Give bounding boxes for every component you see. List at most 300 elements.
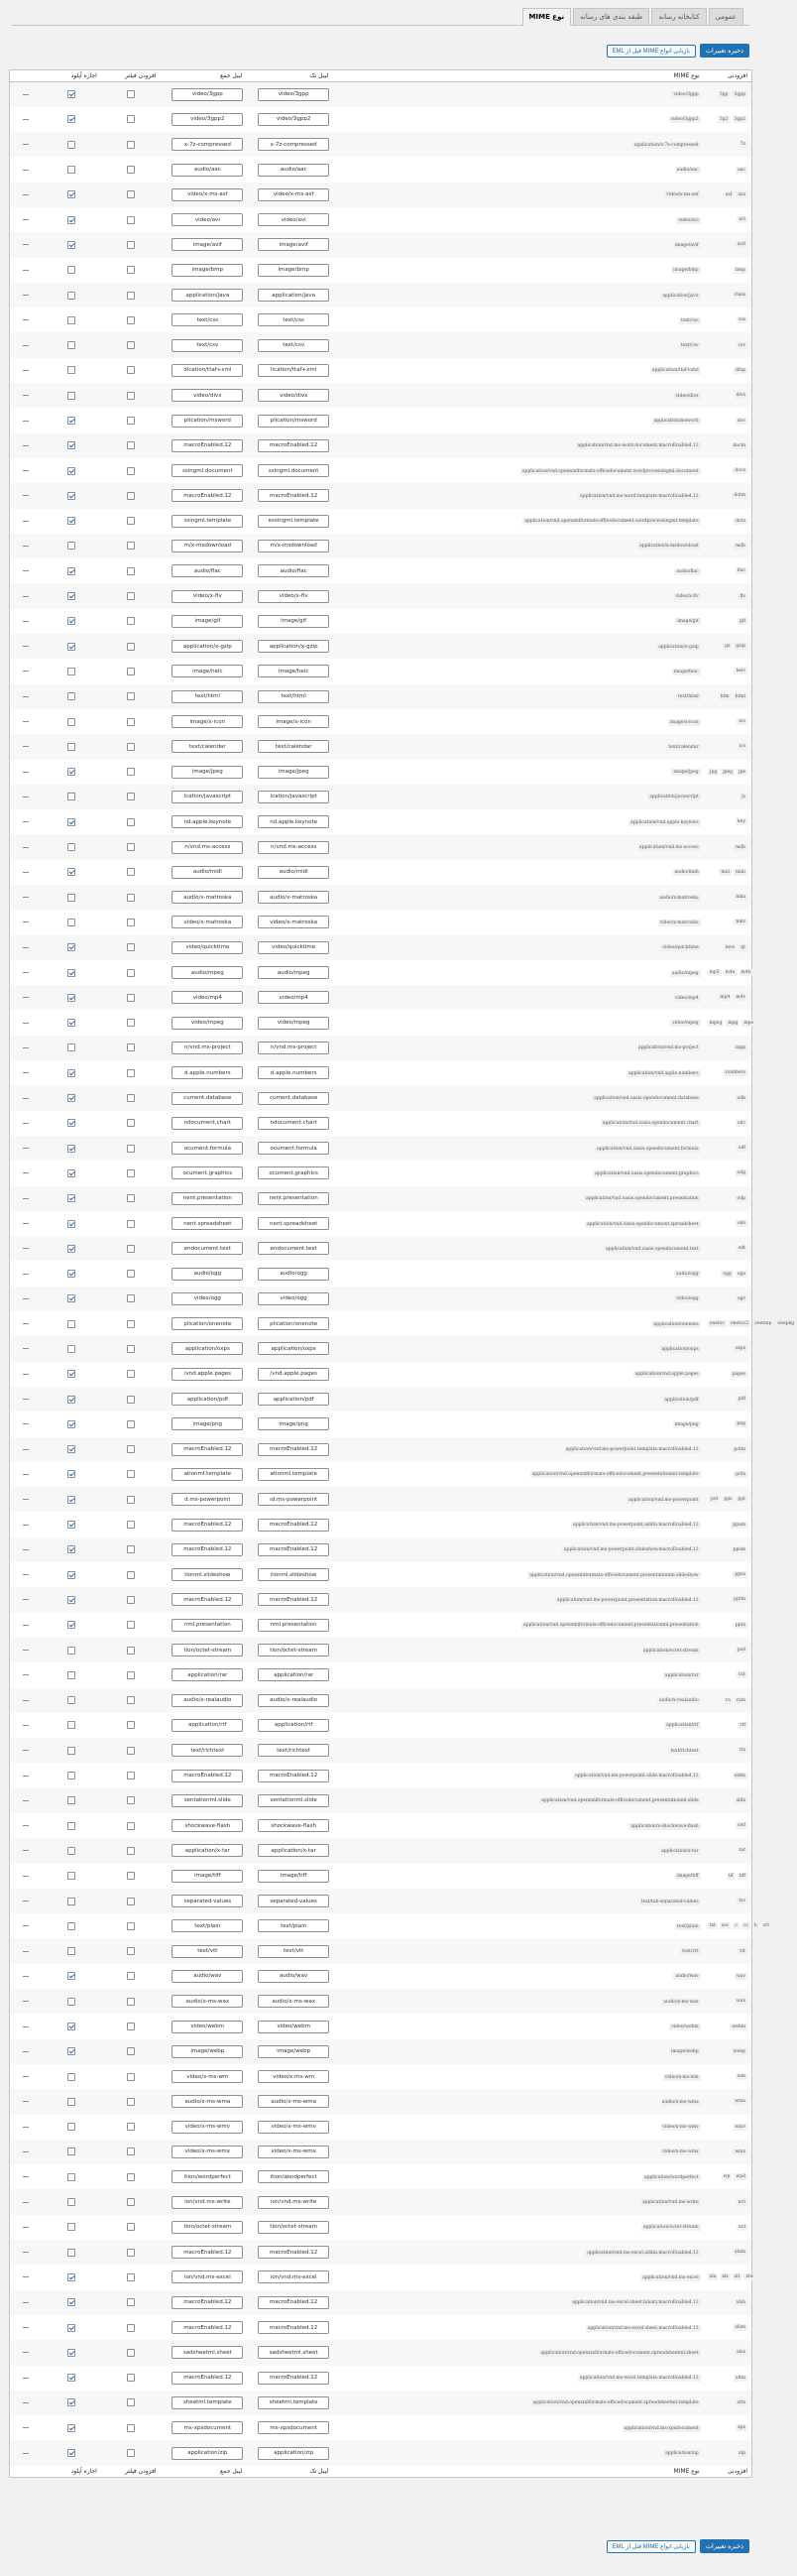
add-filter-checkbox[interactable]	[127, 1345, 135, 1353]
singular-label-input[interactable]	[258, 1192, 329, 1205]
remove-row-icon[interactable]	[23, 1148, 29, 1149]
allow-upload-checkbox[interactable]	[67, 1470, 75, 1478]
plural-label-input[interactable]	[171, 2296, 243, 2309]
singular-label-input[interactable]	[258, 1519, 329, 1532]
allow-upload-checkbox[interactable]	[67, 2374, 75, 2382]
remove-row-icon[interactable]	[23, 2453, 29, 2454]
singular-label-input[interactable]	[258, 1092, 329, 1105]
allow-upload-checkbox[interactable]	[67, 643, 75, 651]
allow-upload-checkbox[interactable]	[67, 1772, 75, 1779]
remove-row-icon[interactable]	[23, 1825, 29, 1826]
remove-row-icon[interactable]	[23, 1850, 29, 1851]
singular-label-input[interactable]	[258, 665, 329, 677]
remove-row-icon[interactable]	[23, 671, 29, 672]
plural-label-input[interactable]	[171, 1945, 243, 1958]
remove-row-icon[interactable]	[23, 997, 29, 998]
add-filter-checkbox[interactable]	[127, 1245, 135, 1253]
plural-label-input[interactable]	[171, 313, 243, 326]
allow-upload-checkbox[interactable]	[67, 2349, 75, 2357]
plural-label-input[interactable]	[171, 389, 243, 402]
add-filter-checkbox[interactable]	[127, 943, 135, 951]
remove-row-icon[interactable]	[23, 1172, 29, 1173]
singular-label-input[interactable]	[258, 138, 329, 151]
remove-row-icon[interactable]	[23, 295, 29, 296]
allow-upload-checkbox[interactable]	[67, 592, 75, 600]
singular-label-input[interactable]	[258, 113, 329, 126]
allow-upload-checkbox[interactable]	[67, 743, 75, 751]
allow-upload-checkbox[interactable]	[67, 292, 75, 300]
plural-label-input[interactable]	[171, 2070, 243, 2083]
plural-label-input[interactable]	[171, 1342, 243, 1355]
singular-label-input[interactable]	[258, 1568, 329, 1581]
allow-upload-checkbox[interactable]	[67, 166, 75, 174]
singular-label-input[interactable]	[258, 2146, 329, 2158]
add-filter-checkbox[interactable]	[127, 1796, 135, 1804]
remove-row-icon[interactable]	[23, 1123, 29, 1124]
add-filter-checkbox[interactable]	[127, 1596, 135, 1604]
singular-label-input[interactable]	[258, 188, 329, 201]
remove-row-icon[interactable]	[23, 2302, 29, 2303]
allow-upload-checkbox[interactable]	[67, 1922, 75, 1930]
add-filter-checkbox[interactable]	[127, 2023, 135, 2030]
remove-row-icon[interactable]	[23, 746, 29, 747]
remove-row-icon[interactable]	[23, 1023, 29, 1024]
add-filter-checkbox[interactable]	[127, 592, 135, 600]
remove-row-icon[interactable]	[23, 972, 29, 973]
add-filter-checkbox[interactable]	[127, 1998, 135, 2006]
allow-upload-checkbox[interactable]	[67, 1972, 75, 1980]
remove-row-icon[interactable]	[23, 1925, 29, 1926]
singular-label-input[interactable]	[258, 766, 329, 779]
save-changes-button-bottom[interactable]: ذخیره تغییرات	[700, 2539, 749, 2553]
allow-upload-checkbox[interactable]	[67, 1872, 75, 1880]
singular-label-input[interactable]	[258, 2270, 329, 2283]
remove-row-icon[interactable]	[23, 847, 29, 848]
remove-row-icon[interactable]	[23, 144, 29, 145]
singular-label-input[interactable]	[258, 1443, 329, 1456]
singular-label-input[interactable]	[258, 1268, 329, 1281]
allow-upload-checkbox[interactable]	[67, 768, 75, 776]
plural-label-input[interactable]	[171, 138, 243, 151]
remove-row-icon[interactable]	[23, 1399, 29, 1400]
plural-label-input[interactable]	[171, 2246, 243, 2259]
remove-row-icon[interactable]	[23, 2076, 29, 2077]
plural-label-input[interactable]	[171, 1368, 243, 1381]
plural-label-input[interactable]	[171, 640, 243, 653]
remove-row-icon[interactable]	[23, 445, 29, 446]
singular-label-input[interactable]	[258, 791, 329, 803]
allow-upload-checkbox[interactable]	[67, 2324, 75, 2332]
add-filter-checkbox[interactable]	[127, 2273, 135, 2281]
tab-mime-types[interactable]: نوع MIME	[522, 8, 572, 26]
add-filter-checkbox[interactable]	[127, 743, 135, 751]
singular-label-input[interactable]	[258, 615, 329, 628]
plural-label-input[interactable]	[171, 464, 243, 477]
add-filter-checkbox[interactable]	[127, 141, 135, 149]
remove-row-icon[interactable]	[23, 270, 29, 271]
add-filter-checkbox[interactable]	[127, 2098, 135, 2106]
singular-label-input[interactable]	[258, 1970, 329, 1983]
remove-row-icon[interactable]	[23, 1323, 29, 1324]
allow-upload-checkbox[interactable]	[67, 1396, 75, 1404]
plural-label-input[interactable]	[171, 2321, 243, 2334]
plural-label-input[interactable]	[171, 238, 243, 251]
singular-label-input[interactable]	[258, 1593, 329, 1606]
allow-upload-checkbox[interactable]	[67, 1194, 75, 1202]
plural-label-input[interactable]	[171, 2121, 243, 2134]
plural-label-input[interactable]	[171, 2421, 243, 2434]
remove-row-icon[interactable]	[23, 1800, 29, 1801]
singular-label-input[interactable]	[258, 740, 329, 753]
add-filter-checkbox[interactable]	[127, 266, 135, 274]
add-filter-checkbox[interactable]	[127, 1270, 135, 1278]
singular-label-input[interactable]	[258, 1744, 329, 1757]
singular-label-input[interactable]	[258, 1292, 329, 1305]
allow-upload-checkbox[interactable]	[67, 1094, 75, 1102]
plural-label-input[interactable]	[171, 1844, 243, 1857]
remove-row-icon[interactable]	[23, 2101, 29, 2102]
add-filter-checkbox[interactable]	[127, 1294, 135, 1302]
remove-row-icon[interactable]	[23, 395, 29, 396]
allow-upload-checkbox[interactable]	[67, 1145, 75, 1153]
allow-upload-checkbox[interactable]	[67, 1370, 75, 1378]
plural-label-input[interactable]	[171, 1393, 243, 1406]
remove-row-icon[interactable]	[23, 546, 29, 547]
plural-label-input[interactable]	[171, 1117, 243, 1130]
allow-upload-checkbox[interactable]	[67, 115, 75, 123]
singular-label-input[interactable]	[258, 1644, 329, 1656]
tab-general[interactable]: عمومی	[709, 8, 743, 25]
allow-upload-checkbox[interactable]	[67, 2273, 75, 2281]
add-filter-checkbox[interactable]	[127, 1696, 135, 1704]
allow-upload-checkbox[interactable]	[67, 2073, 75, 2081]
remove-row-icon[interactable]	[23, 2127, 29, 2128]
plural-label-input[interactable]	[171, 1142, 243, 1155]
singular-label-input[interactable]	[258, 1668, 329, 1681]
remove-row-icon[interactable]	[23, 94, 29, 95]
allow-upload-checkbox[interactable]	[67, 894, 75, 902]
add-filter-checkbox[interactable]	[127, 1898, 135, 1905]
allow-upload-checkbox[interactable]	[67, 617, 75, 625]
remove-row-icon[interactable]	[23, 2051, 29, 2052]
singular-label-input[interactable]	[258, 1217, 329, 1230]
plural-label-input[interactable]	[171, 1995, 243, 2008]
plural-label-input[interactable]	[171, 1242, 243, 1255]
add-filter-checkbox[interactable]	[127, 1571, 135, 1579]
remove-row-icon[interactable]	[23, 2378, 29, 2379]
singular-label-input[interactable]	[258, 389, 329, 402]
plural-label-input[interactable]	[171, 1292, 243, 1305]
singular-label-input[interactable]	[258, 2372, 329, 2385]
plural-label-input[interactable]	[171, 1192, 243, 1205]
singular-label-input[interactable]	[258, 1066, 329, 1079]
singular-label-input[interactable]	[258, 564, 329, 577]
add-filter-checkbox[interactable]	[127, 2449, 135, 2457]
plural-label-input[interactable]	[171, 1819, 243, 1832]
singular-label-input[interactable]	[258, 2221, 329, 2234]
plural-label-input[interactable]	[171, 941, 243, 954]
plural-label-input[interactable]	[171, 891, 243, 904]
plural-label-input[interactable]	[171, 2221, 243, 2234]
plural-label-input[interactable]	[171, 1794, 243, 1807]
allow-upload-checkbox[interactable]	[67, 1294, 75, 1302]
add-filter-checkbox[interactable]	[127, 341, 135, 349]
allow-upload-checkbox[interactable]	[67, 2047, 75, 2055]
plural-label-input[interactable]	[171, 289, 243, 302]
remove-row-icon[interactable]	[23, 521, 29, 522]
allow-upload-checkbox[interactable]	[67, 793, 75, 800]
add-filter-checkbox[interactable]	[127, 2324, 135, 2332]
allow-upload-checkbox[interactable]	[67, 692, 75, 700]
singular-label-input[interactable]	[258, 415, 329, 428]
remove-row-icon[interactable]	[23, 2352, 29, 2353]
singular-label-input[interactable]	[258, 464, 329, 477]
plural-label-input[interactable]	[171, 339, 243, 352]
plural-label-input[interactable]	[171, 439, 243, 452]
plural-label-input[interactable]	[171, 740, 243, 753]
plural-label-input[interactable]	[171, 164, 243, 177]
add-filter-checkbox[interactable]	[127, 1094, 135, 1102]
singular-label-input[interactable]	[258, 1945, 329, 1958]
plural-label-input[interactable]	[171, 415, 243, 428]
add-filter-checkbox[interactable]	[127, 517, 135, 525]
plural-label-input[interactable]	[171, 2372, 243, 2385]
allow-upload-checkbox[interactable]	[67, 90, 75, 98]
add-filter-checkbox[interactable]	[127, 1019, 135, 1027]
add-filter-checkbox[interactable]	[127, 617, 135, 625]
save-changes-button[interactable]: ذخیره تغییرات	[700, 44, 749, 58]
allow-upload-checkbox[interactable]	[67, 1796, 75, 1804]
singular-label-input[interactable]	[258, 1393, 329, 1406]
singular-label-input[interactable]	[258, 2070, 329, 2083]
allow-upload-checkbox[interactable]	[67, 843, 75, 851]
singular-label-input[interactable]	[258, 1468, 329, 1481]
remove-row-icon[interactable]	[23, 1700, 29, 1701]
add-filter-checkbox[interactable]	[127, 1847, 135, 1855]
singular-label-input[interactable]	[258, 2121, 329, 2134]
allow-upload-checkbox[interactable]	[67, 1043, 75, 1051]
remove-row-icon[interactable]	[23, 2227, 29, 2228]
singular-label-input[interactable]	[258, 213, 329, 226]
remove-row-icon[interactable]	[23, 470, 29, 471]
add-filter-checkbox[interactable]	[127, 492, 135, 500]
remove-row-icon[interactable]	[23, 646, 29, 647]
plural-label-input[interactable]	[171, 2396, 243, 2409]
remove-row-icon[interactable]	[23, 1248, 29, 1249]
singular-label-input[interactable]	[258, 941, 329, 954]
singular-label-input[interactable]	[258, 640, 329, 653]
add-filter-checkbox[interactable]	[127, 392, 135, 400]
singular-label-input[interactable]	[258, 264, 329, 277]
remove-row-icon[interactable]	[23, 345, 29, 346]
remove-row-icon[interactable]	[23, 1750, 29, 1751]
remove-row-icon[interactable]	[23, 897, 29, 898]
singular-label-input[interactable]	[258, 1142, 329, 1155]
singular-label-input[interactable]	[258, 1770, 329, 1782]
remove-row-icon[interactable]	[23, 872, 29, 873]
singular-label-input[interactable]	[258, 1919, 329, 1932]
plural-label-input[interactable]	[171, 715, 243, 728]
singular-label-input[interactable]	[258, 841, 329, 854]
singular-label-input[interactable]	[258, 489, 329, 502]
singular-label-input[interactable]	[258, 891, 329, 904]
add-filter-checkbox[interactable]	[127, 1922, 135, 1930]
remove-row-icon[interactable]	[23, 1574, 29, 1575]
allow-upload-checkbox[interactable]	[67, 492, 75, 500]
remove-row-icon[interactable]	[23, 2176, 29, 2177]
singular-label-input[interactable]	[258, 88, 329, 101]
remove-row-icon[interactable]	[23, 1198, 29, 1199]
remove-row-icon[interactable]	[23, 319, 29, 320]
plural-label-input[interactable]	[171, 1870, 243, 1883]
add-filter-checkbox[interactable]	[127, 441, 135, 449]
plural-label-input[interactable]	[171, 1895, 243, 1907]
singular-label-input[interactable]	[258, 1543, 329, 1556]
allow-upload-checkbox[interactable]	[67, 2198, 75, 2206]
restore-mime-button[interactable]: بازیابی انواع MIME قبل از EML	[607, 45, 696, 58]
allow-upload-checkbox[interactable]	[67, 241, 75, 249]
add-filter-checkbox[interactable]	[127, 1320, 135, 1328]
plural-label-input[interactable]	[171, 866, 243, 879]
singular-label-input[interactable]	[258, 289, 329, 302]
allow-upload-checkbox[interactable]	[67, 1847, 75, 1855]
add-filter-checkbox[interactable]	[127, 2298, 135, 2306]
allow-upload-checkbox[interactable]	[67, 441, 75, 449]
plural-label-input[interactable]	[171, 1770, 243, 1782]
plural-label-input[interactable]	[171, 615, 243, 628]
add-filter-checkbox[interactable]	[127, 1872, 135, 1880]
add-filter-checkbox[interactable]	[127, 793, 135, 800]
plural-label-input[interactable]	[171, 1970, 243, 1983]
add-filter-checkbox[interactable]	[127, 969, 135, 977]
remove-row-icon[interactable]	[23, 1776, 29, 1777]
allow-upload-checkbox[interactable]	[67, 2147, 75, 2155]
plural-label-input[interactable]	[171, 791, 243, 803]
allow-upload-checkbox[interactable]	[67, 2449, 75, 2457]
singular-label-input[interactable]	[258, 815, 329, 828]
allow-upload-checkbox[interactable]	[67, 1119, 75, 1127]
plural-label-input[interactable]	[171, 1066, 243, 1079]
add-filter-checkbox[interactable]	[127, 1721, 135, 1729]
plural-label-input[interactable]	[171, 515, 243, 528]
plural-label-input[interactable]	[171, 1017, 243, 1030]
add-filter-checkbox[interactable]	[127, 1370, 135, 1378]
singular-label-input[interactable]	[258, 2045, 329, 2058]
singular-label-input[interactable]	[258, 1719, 329, 1732]
add-filter-checkbox[interactable]	[127, 843, 135, 851]
remove-row-icon[interactable]	[23, 721, 29, 722]
allow-upload-checkbox[interactable]	[67, 216, 75, 224]
remove-row-icon[interactable]	[23, 596, 29, 597]
singular-label-input[interactable]	[258, 1493, 329, 1506]
allow-upload-checkbox[interactable]	[67, 1521, 75, 1529]
plural-label-input[interactable]	[171, 1217, 243, 1230]
plural-label-input[interactable]	[171, 1593, 243, 1606]
plural-label-input[interactable]	[171, 264, 243, 277]
singular-label-input[interactable]	[258, 339, 329, 352]
remove-row-icon[interactable]	[23, 1423, 29, 1424]
plural-label-input[interactable]	[171, 1468, 243, 1481]
allow-upload-checkbox[interactable]	[67, 868, 75, 876]
singular-label-input[interactable]	[258, 2095, 329, 2108]
remove-row-icon[interactable]	[23, 219, 29, 220]
allow-upload-checkbox[interactable]	[67, 1496, 75, 1504]
allow-upload-checkbox[interactable]	[67, 1721, 75, 1729]
singular-label-input[interactable]	[258, 2246, 329, 2259]
plural-label-input[interactable]	[171, 1317, 243, 1330]
plural-label-input[interactable]	[171, 1919, 243, 1932]
singular-label-input[interactable]	[258, 1619, 329, 1632]
add-filter-checkbox[interactable]	[127, 2349, 135, 2357]
add-filter-checkbox[interactable]	[127, 1043, 135, 1051]
allow-upload-checkbox[interactable]	[67, 1270, 75, 1278]
plural-label-input[interactable]	[171, 1619, 243, 1632]
allow-upload-checkbox[interactable]	[67, 2223, 75, 2231]
remove-row-icon[interactable]	[23, 119, 29, 120]
add-filter-checkbox[interactable]	[127, 2123, 135, 2131]
remove-row-icon[interactable]	[23, 621, 29, 622]
remove-row-icon[interactable]	[23, 2427, 29, 2428]
allow-upload-checkbox[interactable]	[67, 567, 75, 575]
add-filter-checkbox[interactable]	[127, 567, 135, 575]
add-filter-checkbox[interactable]	[127, 2374, 135, 2382]
allow-upload-checkbox[interactable]	[67, 366, 75, 374]
singular-label-input[interactable]	[258, 1317, 329, 1330]
allow-upload-checkbox[interactable]	[67, 1019, 75, 1027]
singular-label-input[interactable]	[258, 540, 329, 552]
plural-label-input[interactable]	[171, 966, 243, 979]
allow-upload-checkbox[interactable]	[67, 1545, 75, 1553]
add-filter-checkbox[interactable]	[127, 994, 135, 1002]
remove-row-icon[interactable]	[23, 1499, 29, 1500]
remove-row-icon[interactable]	[23, 370, 29, 371]
allow-upload-checkbox[interactable]	[67, 2398, 75, 2406]
singular-label-input[interactable]	[258, 1368, 329, 1381]
allow-upload-checkbox[interactable]	[67, 994, 75, 1002]
singular-label-input[interactable]	[258, 2396, 329, 2409]
remove-row-icon[interactable]	[23, 1348, 29, 1349]
remove-row-icon[interactable]	[23, 1047, 29, 1048]
allow-upload-checkbox[interactable]	[67, 919, 75, 926]
allow-upload-checkbox[interactable]	[67, 1647, 75, 1655]
singular-label-input[interactable]	[258, 1895, 329, 1907]
singular-label-input[interactable]	[258, 2021, 329, 2033]
plural-label-input[interactable]	[171, 364, 243, 377]
singular-label-input[interactable]	[258, 2421, 329, 2434]
add-filter-checkbox[interactable]	[127, 643, 135, 651]
remove-row-icon[interactable]	[23, 2151, 29, 2152]
singular-label-input[interactable]	[258, 690, 329, 703]
remove-row-icon[interactable]	[23, 2276, 29, 2277]
plural-label-input[interactable]	[171, 213, 243, 226]
remove-row-icon[interactable]	[23, 1223, 29, 1224]
add-filter-checkbox[interactable]	[127, 241, 135, 249]
add-filter-checkbox[interactable]	[127, 2198, 135, 2206]
plural-label-input[interactable]	[171, 88, 243, 101]
allow-upload-checkbox[interactable]	[67, 2123, 75, 2131]
singular-label-input[interactable]	[258, 1242, 329, 1255]
remove-row-icon[interactable]	[23, 1274, 29, 1275]
plural-label-input[interactable]	[171, 1493, 243, 1506]
plural-label-input[interactable]	[171, 1668, 243, 1681]
singular-label-input[interactable]	[258, 313, 329, 326]
allow-upload-checkbox[interactable]	[67, 818, 75, 826]
remove-row-icon[interactable]	[23, 1374, 29, 1375]
singular-label-input[interactable]	[258, 2196, 329, 2209]
add-filter-checkbox[interactable]	[127, 542, 135, 550]
singular-label-input[interactable]	[258, 1819, 329, 1832]
remove-row-icon[interactable]	[23, 696, 29, 697]
